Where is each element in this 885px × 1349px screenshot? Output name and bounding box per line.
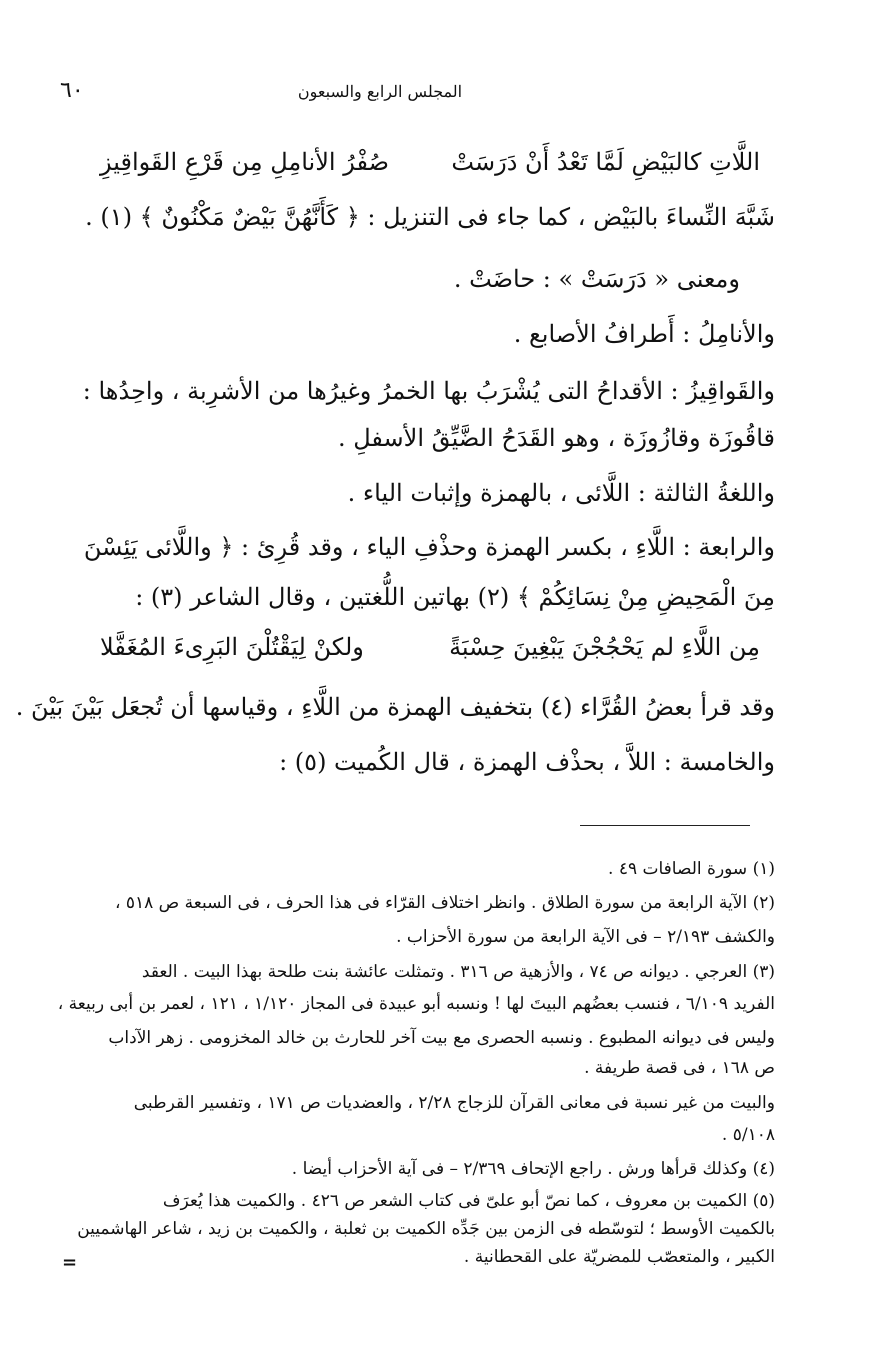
verse-1-second-hemistich: صُفْرُ الأنامِلِ مِن قَرْعِ القَواقِيزِ — [100, 148, 389, 176]
continuation-mark: = — [62, 1252, 78, 1273]
verse-line-1 — [100, 145, 760, 179]
footnote-line: الكبير ، والمتعصّب للمضريّة على القحطانية . — [463, 1247, 775, 1267]
footnote-line: وليس فى ديوانه المطبوع . ونسبه الحصرى مع بيت آخر للحارث بن خالد المخزومى . زهر الآداب — [108, 1028, 775, 1048]
verse-2-first-hemistich: مِن اللَّاءِ لم يَحْجُجْنَ يَبْغِينَ حِسْبَةً — [449, 633, 760, 661]
footnote-line: (٤) وكذلك قرأها ورش . راجع الإتحاف ٢/٣٦٩ – فى آية الأحزاب أيضا . — [291, 1159, 775, 1179]
footnote-line: (٥) الكميت بن معروف ، كما نصّ أبو علىّ فى كتاب الشعر ص ٤٢٦ . والكميت هذا يُعرَف — [162, 1191, 775, 1211]
footnote-line: (١) سورة الصافات ٤٩ . — [608, 859, 775, 879]
page-number: ٦٠ — [60, 78, 84, 103]
text-line: قاقُوزَة وقازُوزَة ، وهو القَدَحُ الضَّيِّقُ الأسفلِ . — [337, 424, 775, 452]
footnote-line: ٥/١٠٨ . — [721, 1125, 775, 1145]
text-line: والقَواقِيزُ : الأقداحُ التى يُشْرَبُ بها الخمرُ وغيرُها من الأشرِبة ، واحِدُها : — [82, 377, 775, 405]
footnote-line: (٣) العرجي . ديوانه ص ٧٤ ، والأزهية ص ٣١٦ . وتمثلت عائشة بنت طلحة بهذا البيت . العقد — [141, 962, 775, 982]
footnote-separator — [580, 825, 750, 826]
footnote-line: بالكميت الأوسط ؛ لتوسّطه فى الزمن بين جَدِّه الكميت بن ثعلبة ، والكميت بن زيد ، شاعر الهاشميين — [77, 1219, 775, 1239]
verse-line-2 — [100, 630, 760, 664]
footnote-line: والكشف ٢/١٩٣ – فى الآية الرابعة من سورة الأحزاب . — [396, 927, 775, 947]
page-header — [60, 78, 715, 108]
text-line: وقد قرأ بعضُ القُرَّاء (٤) بتخفيف الهمزة من اللَّاءِ ، وقياسها أن تُجعَل بَيْنَ بَيْنَ . — [15, 693, 775, 721]
footnote-line: الفريد ٦/١٠٩ ، فنسب بعضُهم البيتَ لها ! ونسبه أبو عبيدة فى المجاز ١/١٢٠ ، ١٢١ ، لعمر بن أبى ربيعة ، — [57, 994, 775, 1014]
footnote-line: ص ١٦٨ ، فى قصة طريفة . — [584, 1058, 775, 1078]
verse-2-second-hemistich: ولكنْ لِيَقْتُلْنَ البَرِىءَ المُغَفَّلا — [100, 633, 364, 661]
text-line: والرابعة : اللَّاءِ ، بكسر الهمزة وحذْفِ الياء ، وقد قُرِئ : ﴿ واللَّائى يَئِسْنَ — [83, 533, 775, 561]
text-line: واللغةُ الثالثة : اللَّائى ، بالهمزة وإثبات الياء . — [347, 479, 775, 507]
text-line: ومعنى « دَرَسَتْ » : حاضَتْ . — [453, 265, 740, 293]
text-line: والخامسة : اللاَّ ، بحذْف الهمزة ، قال الكُميت (٥) : — [279, 748, 775, 776]
text-line: مِنَ الْمَحِيضِ مِنْ نِسَائِكُمْ ﴾ (٢) بهاتين اللُّغتين ، وقال الشاعر (٣) : — [135, 583, 775, 611]
text-line: شَبَّهَ النِّساءَ بالبَيْض ، كما جاء فى التنزيل : ﴿ كَأَنَّهُنَّ بَيْضٌ مَكْنُونٌ ﴾ (١) . — [85, 203, 775, 231]
verse-1-first-hemistich: اللَّاتِ كالبَيْضِ لَمَّا تَعْدُ أَنْ دَرَسَتْ — [451, 148, 760, 176]
footnote-line: (٢) الآية الرابعة من سورة الطلاق . وانظر اختلاف القرّاء فى هذا الحرف ، فى السبعة ص ٥١٨ ، — [114, 893, 775, 913]
running-title: المجلس الرابع والسبعون — [297, 82, 463, 101]
footnote-line: والبيت من غير نسبة فى معانى القرآن للزجاج ٢/٢٨ ، والعضديات ص ١٧١ ، وتفسير القرطبى — [133, 1093, 775, 1113]
text-line: والأنامِلُ : أَطرافُ الأصابع . — [513, 320, 775, 348]
